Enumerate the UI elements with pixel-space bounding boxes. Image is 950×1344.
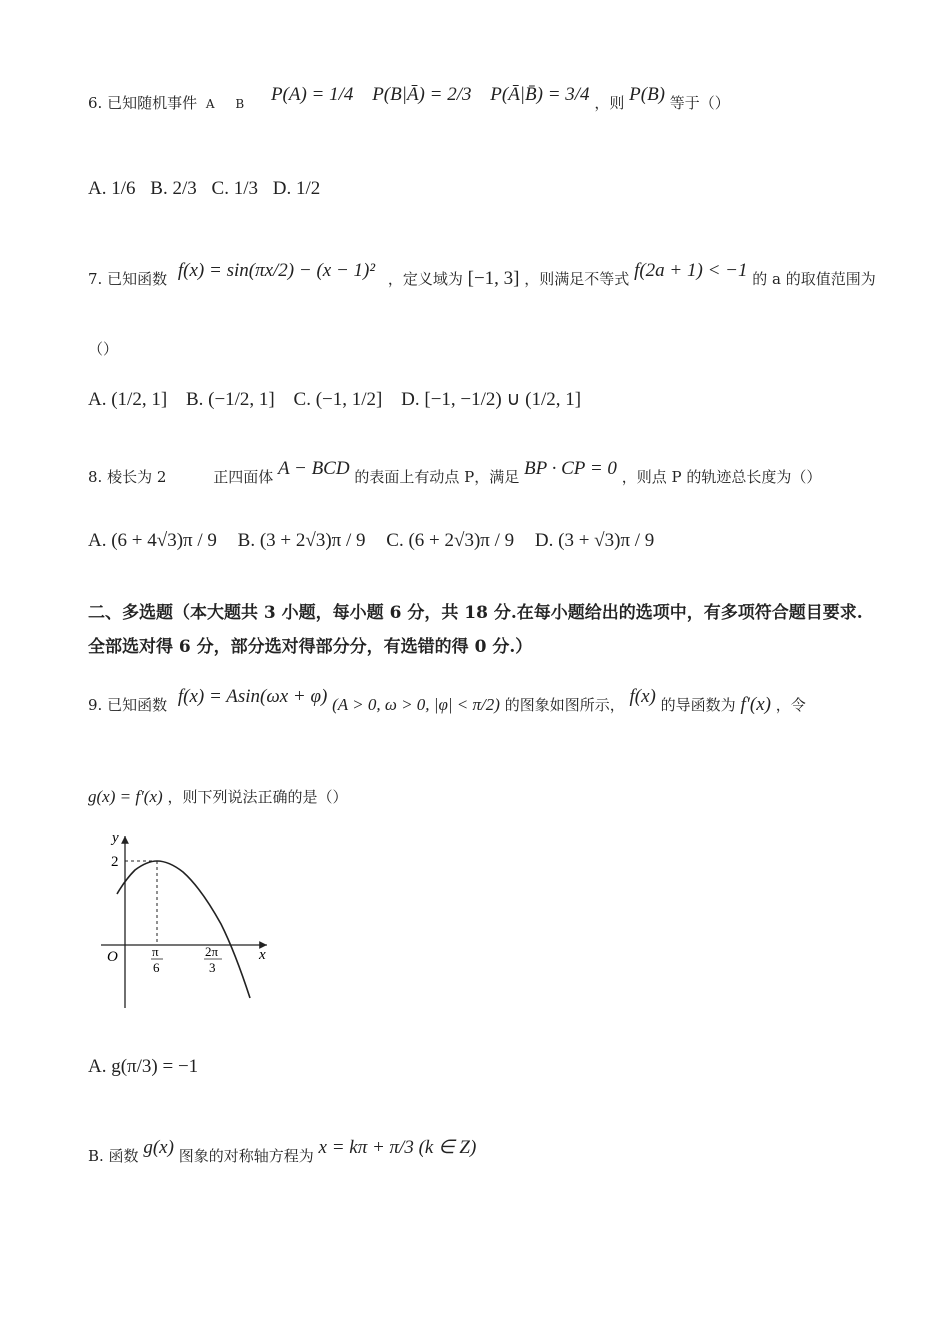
q7-option-d: D. [−1, −1/2) ∪ (1/2, 1] (401, 389, 582, 410)
q8-stem-text: 8. 棱长为 2 (88, 468, 167, 486)
q6-option-d: D. 1/2 (272, 178, 321, 199)
graph-tick2-num: 2π (205, 944, 219, 959)
q7-option-a: A. (1/2, 1] (88, 389, 168, 410)
q6-options (88, 178, 320, 200)
q9-fx: f(x) (629, 686, 656, 707)
q7-func: f(x) = sin(πx/2) − (x − 1)² (177, 260, 376, 281)
graph-max-label: 2 (111, 854, 119, 870)
q7-ineq: f(2a + 1) < −1 (634, 260, 748, 281)
q6-option-b: B. 2/3 (150, 178, 197, 199)
q9-g-def: g(x) = f′(x) (88, 787, 163, 806)
graph-tick2-den: 3 (209, 960, 216, 975)
graph-x-label: x (259, 947, 266, 963)
section-2-heading: 二、多选题（本大题共 3 小题，每小题 6 分，共 18 分.在每小题给出的选项中，有多项符合题目要求.全部选对得 6 分，部分选对得部分分，有选错的得 0 分.） (88, 603, 863, 657)
q6-option-a: A. 1/6 (88, 178, 136, 199)
q6-stem-text: 6. 已知随机事件 (88, 94, 198, 112)
q8-options (88, 530, 654, 552)
q8-option-d: D. (3 + √3)π / 9 (534, 530, 655, 551)
q8-solid: A − BCD (277, 458, 350, 479)
q6-ask: ，则 (594, 94, 625, 112)
q8-stem (88, 458, 822, 488)
q8-option-c: C. (6 + 2√3)π / 9 (386, 530, 515, 551)
q9-line2 (88, 786, 347, 807)
graph-tick1-den: 6 (153, 960, 160, 975)
q9-deriv-text: 的导函数为 (660, 696, 736, 714)
q6-stem (88, 84, 730, 114)
q7-domain-text: ，定义域为 (387, 270, 463, 288)
q6-pb: P(B) (629, 84, 666, 105)
q9-option-b-eq: x = kπ + π/3 (k ∈ Z) (318, 1137, 477, 1158)
q6-pnbna: P(Ā|B̄) = 3/4 (490, 84, 590, 105)
graph-origin: O (107, 949, 118, 965)
q9-mid: 的图象如图所示， (504, 696, 625, 714)
q8-mid: 的表面上有动点 P，满足 (354, 468, 520, 486)
q9-graph (95, 828, 285, 1013)
q9-tail: ，令 (775, 696, 806, 714)
q9-cond: (A > 0, ω > 0, |φ| < π/2) (332, 695, 500, 714)
q7-option-c: C. (−1, 1/2] (293, 389, 383, 410)
graph-curve (117, 861, 250, 998)
q8-option-a: A. (6 + 4√3)π / 9 (88, 530, 217, 551)
q7-stem (88, 260, 876, 290)
q7-domain: [−1, 3] (467, 268, 520, 289)
q7-options (88, 388, 581, 411)
q9-option-b-mid: 图象的对称轴方程为 (178, 1147, 314, 1165)
q9-option-b-g: g(x) (143, 1137, 174, 1158)
q7-stem-text: 7. 已知函数 (88, 270, 168, 288)
q6-event-a: A (205, 97, 215, 111)
q9-deriv: f′(x) (740, 694, 771, 715)
q8-cond: BP · CP = 0 (524, 458, 617, 479)
q9-stem-text: 9. 已知函数 (88, 696, 168, 714)
q7-tail: 的 a 的取值范围为 (752, 270, 876, 288)
q9-func: f(x) = Asin(ωx + φ) (177, 686, 328, 707)
q7-paren: （） (88, 340, 119, 358)
q9-option-b-text: B. 函数 (88, 1147, 139, 1165)
graph-tick1-num: π (152, 944, 159, 959)
q9-option-a (88, 1056, 198, 1078)
q9-stem (88, 686, 806, 716)
q6-pba: P(B|Ā) = 2/3 (372, 84, 472, 105)
q6-event-b: B (235, 97, 245, 111)
q8-tail: ，则点 P 的轨迹总长度为（） (621, 468, 822, 486)
q7-cond-text: ，则满足不等式 (524, 270, 630, 288)
q9-option-a-text: A. g(π/3) = −1 (88, 1056, 199, 1077)
q6-option-c: C. 1/3 (211, 178, 258, 199)
graph-y-label: y (112, 830, 119, 846)
q9-line2-tail: ，则下列说法正确的是（） (167, 788, 348, 806)
q6-pa: P(A) = 1/4 (270, 84, 354, 105)
q8-body: 正四面体 (213, 468, 274, 486)
q8-option-b: B. (3 + 2√3)π / 9 (237, 530, 366, 551)
q6-tail: 等于（） (669, 94, 730, 112)
q9-option-b (88, 1137, 477, 1167)
q7-option-b: B. (−1/2, 1] (185, 389, 275, 410)
